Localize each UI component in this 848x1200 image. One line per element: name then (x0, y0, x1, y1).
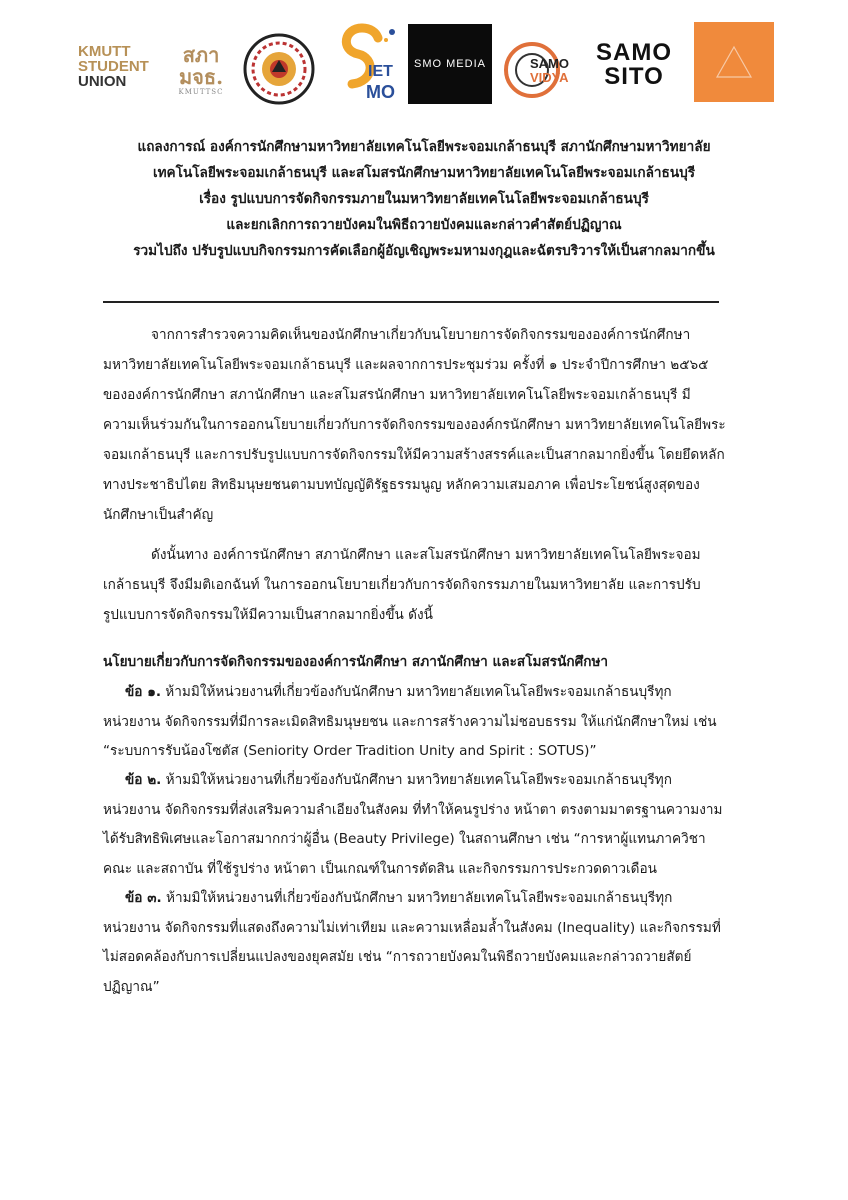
samo-media-logo: SMO MEDIA (408, 24, 492, 104)
svg-text:MO: MO (366, 82, 395, 102)
paragraph-line: ความเห็นร่วมกันในการออกนโยบายเกี่ยวกับการจัดกิจกรรมขององค์กรนักศึกษา มหาวิทยาลัยเทคโนโลยีพระ (103, 417, 726, 433)
resolution-paragraph (103, 540, 763, 630)
paragraph-line: มหาวิทยาลัยเทคโนโลยีพระจอมเกล้าธนบุรี และผลจากการประชุมร่วม ครั้งที่ ๑ ประจำปีการศึกษา ๒๕๖๕ (103, 357, 709, 373)
paragraph-line: เกล้าธนบุรี จึงมีมติเอกฉันท์ ในการออกนโยบายเกี่ยวกับการจัดกิจกรรมภายในมหาวิทยาลัย และการปรับ (103, 577, 701, 593)
kmutt-student-union-logo: KMUTT STUDENT UNION (78, 42, 149, 90)
title-line: รวมไปถึง ปรับรูปแบบกิจกรรมการคัดเลือกผู้อัญเชิญพระมหามงกุฎและฉัตรบริวารให้เป็นสากลมากขึ้น (133, 243, 715, 259)
svg-text:VIDYA: VIDYA (530, 70, 569, 85)
logo-bar (0, 20, 848, 110)
clause-text: ห้ามมิให้หน่วยงานที่เกี่ยวข้องกับนักศึกษา มหาวิทยาลัยเทคโนโลยีพระจอมเกล้าธนบุรีทุก (160, 684, 672, 700)
title-line: เทคโนโลยีพระจอมเกล้าธนบุรี และสโมสรนักศึกษามหาวิทยาลัยเทคโนโลยีพระจอมเกล้าธนบุรี (152, 165, 696, 181)
policy-heading: นโยบายเกี่ยวกับการจัดกิจกรรมขององค์การนักศึกษา สภานักศึกษา และสโมสรนักศึกษา (103, 654, 609, 670)
title-line: แถลงการณ์ องค์การนักศึกษามหาวิทยาลัยเทคโนโลยีพระจอมเกล้าธนบุรี สภานักศึกษามหาวิทยาลัย (137, 139, 711, 155)
clause-label: ข้อ ๒. (125, 772, 162, 788)
clause-line (103, 678, 763, 708)
clause-3 (103, 884, 763, 1002)
clause-label: ข้อ ๑. (125, 684, 161, 700)
paragraph-line: นักศึกษาเป็นสำคัญ (103, 507, 214, 523)
paragraph-line: ขององค์การนักศึกษา สภานักศึกษา และสโมสรนักศึกษา มหาวิทยาลัยเทคโนโลยีพระจอมเกล้าธนบุรี มี (103, 387, 691, 403)
engineering-club-seal-logo (242, 32, 316, 106)
samo-sito-logo: SAMO SITO (596, 39, 672, 90)
paragraph-line: ทางประชาธิปไตย สิทธิมนุษยชนตามบทบัญญัติรัฐธรรมนูญ หลักความเสมอภาค เพื่อประโยชน์สูงสุดของ (103, 477, 700, 493)
title-line: เรื่อง รูปแบบการจัดกิจกรรมภายในมหาวิทยาลัยเทคโนโลยีพระจอมเกล้าธนบุรี (199, 191, 649, 207)
clause-line: หน่วยงาน จัดกิจกรรมที่มีการละเมิดสิทธิมนุษยชน และการสร้างความไม่ชอบธรรม ให้แก่นักศึกษาใหม่ เช่น (103, 713, 717, 730)
clause-line: ไม่สอดคล้องกับการเปลี่ยนแปลงของยุคสมัย เช่น “การถวายบังคมในพิธีถวายบังคมและกล่าวถวายสัตย์ (103, 949, 692, 965)
orange-triangle-logo (694, 22, 774, 102)
clause-line: “ระบบการรับน้องโซตัส (Seniority Order Tradition Unity and Spirit : SOTUS)” (103, 743, 597, 759)
title-line: และยกเลิกการถวายบังคมในพิธีถวายบังคมและกล่าวคำสัตย์ปฏิญาณ (226, 217, 622, 233)
announcement-title (60, 134, 788, 264)
clause-line: หน่วยงาน จัดกิจกรรมที่แสดงถึงความไม่เท่าเทียม และความเหลื่อมล้ำในสังคม (Inequality) และกิจกรรมที่ (103, 919, 721, 936)
samo-vidya-logo (500, 38, 586, 102)
clause-line: คณะ และสถาบัน ที่ใช้รูปร่าง หน้าตา เป็นเกณฑ์ในการตัดสิน และกิจกรรมการประกวดดาวเดือน (103, 860, 657, 877)
clause-1 (103, 678, 763, 767)
paragraph-line: จากการสำรวจความคิดเห็นของนักศึกษาเกี่ยวกับนโยบายการจัดกิจกรรมขององค์การนักศึกษา (151, 327, 691, 343)
intro-paragraph (103, 320, 763, 530)
clause-text: ห้ามมิให้หน่วยงานที่เกี่ยวข้องกับนักศึกษา มหาวิทยาลัยเทคโนโลยีพระจอมเกล้าธนบุรีทุก (161, 772, 673, 788)
kmuttsc-logo: สภา มจธ. KMUTTSC (178, 43, 224, 96)
clause-line (103, 884, 763, 914)
paragraph-line: รูปแบบการจัดกิจกรรมให้มีความเป็นสากลมากยิ่งขึ้น ดังนี้ (103, 607, 433, 623)
clause-line: หน่วยงาน จัดกิจกรรมที่ส่งเสริมความลำเอียงในสังคม ที่ทำให้คนรูปร่าง หน้าตา ตรงตามมาตรฐานความงาม (103, 801, 723, 818)
title-divider (103, 301, 719, 303)
clause-line: ปฏิญาณ” (103, 978, 160, 995)
clause-2 (103, 766, 763, 884)
clause-text: ห้ามมิให้หน่วยงานที่เกี่ยวข้องกับนักศึกษา มหาวิทยาลัยเทคโนโลยีพระจอมเกล้าธนบุรีทุก (161, 890, 673, 906)
clause-label: ข้อ ๓. (125, 890, 162, 906)
clause-line (103, 766, 763, 796)
siet-mo-logo (330, 22, 406, 106)
clause-line: ได้รับสิทธิพิเศษและโอกาสมากกว่าผู้อื่น (Beauty Privilege) ในสถานศึกษา เช่น “การหาผู้แทนภาควิชา (103, 831, 706, 847)
paragraph-line: ดังนั้นทาง องค์การนักศึกษา สภานักศึกษา และสโมสรนักศึกษา มหาวิทยาลัยเทคโนโลยีพระจอม (151, 547, 701, 563)
paragraph-line: จอมเกล้าธนบุรี และการปรับรูปแบบการจัดกิจกรรมให้มีความสร้างสรรค์และเป็นสากลมากยิ่งขึ้น โดยยึดหลัก (103, 447, 725, 463)
svg-text:IET: IET (368, 63, 393, 80)
svg-text:SAMO: SAMO (530, 56, 569, 71)
